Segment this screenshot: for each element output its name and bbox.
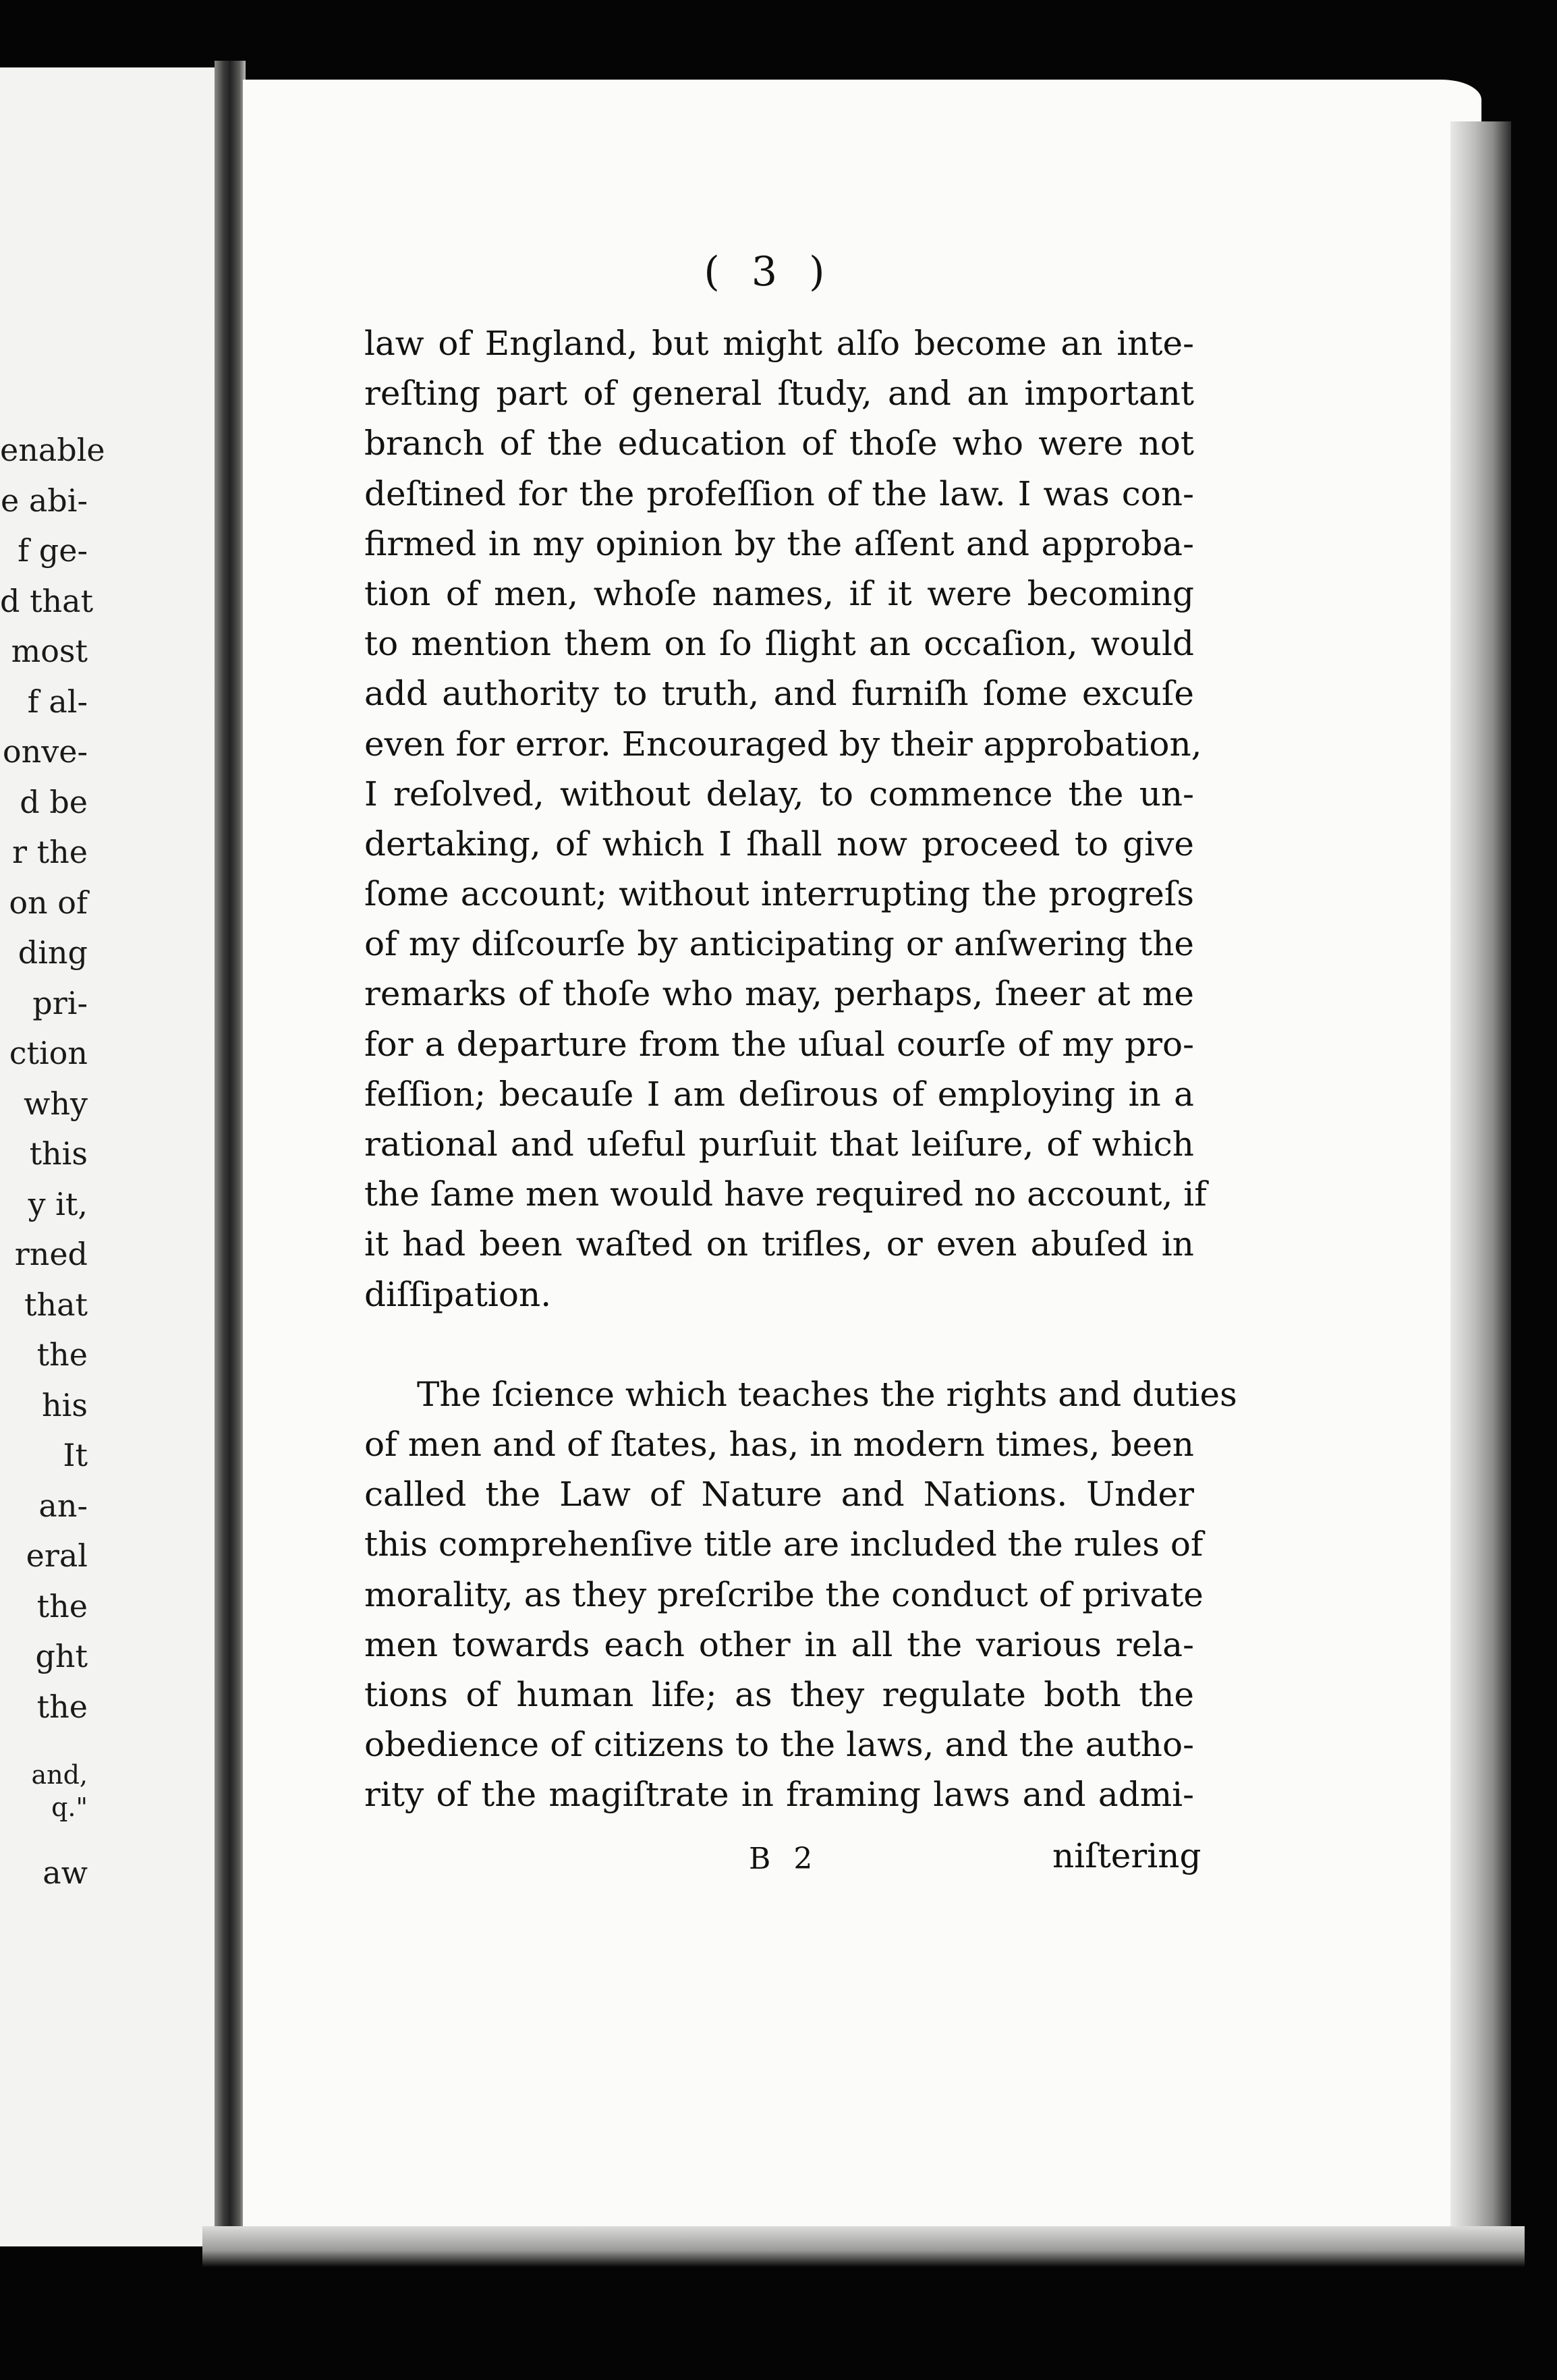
text-line: remarks of thoſe who may, perhaps, ſneer at me [364, 974, 1194, 1014]
left-margin-line: f ge- [18, 532, 88, 569]
text-line: tion of men, whoſe names, if it were becoming [364, 573, 1194, 613]
left-margin-line: ght [35, 1638, 88, 1674]
left-margin-line: enable [0, 432, 105, 468]
text-line: law of England, but might alſo become an inte- [364, 324, 1194, 363]
text-line: tions of human life; as they regulate both the [364, 1674, 1194, 1714]
left-margin-line: most [11, 633, 88, 669]
text-line: rity of the magiſtrate in framing laws and admi- [364, 1775, 1194, 1815]
page-number: ( 3 ) [704, 248, 834, 295]
text-line: even for error. Encouraged by their approbation, [364, 724, 1202, 764]
signature-mark: B 2 [749, 1842, 820, 1876]
left-margin-line: pri- [32, 984, 88, 1021]
text-line: it had been waſted on trifles, or even abuſed in [364, 1224, 1194, 1264]
left-margin-line: d be [20, 783, 88, 820]
left-margin-line: f al- [27, 683, 88, 720]
text-line: morality, as they preſcribe the conduct of private [364, 1575, 1204, 1614]
text-line: deſtined for the profeſſion of the law. I was con- [364, 474, 1194, 513]
text-line: ſome account; without interrupting the progreſs [364, 874, 1194, 914]
left-margin-line: ction [9, 1035, 88, 1071]
text-line: rational and uſeful purſuit that leiſure, of which [364, 1125, 1194, 1164]
left-margin-line: eral [26, 1537, 88, 1574]
page-bottom-edge [202, 2226, 1525, 2267]
text-line: for a departure from the uſual courſe of my pro- [364, 1024, 1194, 1064]
text-line: add authority to truth, and furniſh ſome excuſe [364, 674, 1194, 714]
left-margin-line: q." [51, 1792, 88, 1822]
text-line: diſſipation. [364, 1274, 552, 1314]
text-line: to mention them on ſo ſlight an occaſion, would [364, 624, 1194, 664]
left-margin-line: that [24, 1286, 88, 1323]
left-margin-line: y it, [28, 1185, 88, 1222]
text-line: of men and of ſtates, has, in modern times, been [364, 1424, 1194, 1464]
text-line: of my diſcourſe by anticipating or anſwering the [364, 924, 1194, 964]
left-margin-line: why [24, 1085, 88, 1122]
left-margin-line: rned [14, 1236, 88, 1272]
left-margin-line: his [42, 1386, 88, 1423]
left-margin-line: and, [31, 1760, 88, 1790]
text-line: the ſame men would have required no account, if [364, 1174, 1207, 1214]
page-edge-shadow [1450, 121, 1511, 2240]
left-margin-line: onve- [2, 733, 88, 770]
left-margin-line: r the [12, 834, 88, 870]
left-margin-line: It [63, 1437, 88, 1473]
text-line: The ſcience which teaches the rights and duties [417, 1374, 1237, 1414]
text-line: branch of the education of thoſe who were not [364, 424, 1194, 463]
catchword: niſtering [1052, 1836, 1201, 1875]
book-gutter [215, 61, 246, 2260]
left-margin-line: ding [18, 934, 88, 971]
text-line: I reſolved, without delay, to commence the un- [364, 774, 1194, 814]
left-margin-line: the [36, 1336, 88, 1373]
text-line: feſſion; becauſe I am deſirous of employing in a [364, 1074, 1194, 1114]
left-margin-line: aw [43, 1854, 88, 1891]
text-line: this comprehenſive title are included the rules of [364, 1525, 1204, 1564]
left-margin-line: on of [9, 884, 88, 921]
left-margin-line: e abi- [1, 482, 88, 519]
left-margin-line: d that [0, 582, 94, 619]
left-margin-line: an- [38, 1487, 88, 1524]
text-line: men towards each other in all the various rela- [364, 1624, 1194, 1664]
left-margin-line: the [36, 1688, 88, 1725]
text-line: dertaking, of which I ſhall now proceed to give [364, 824, 1194, 863]
left-page [0, 67, 215, 2246]
text-line: firmed in my opinion by the aſſent and approba- [364, 523, 1194, 563]
main-text-block [364, 318, 1237, 1819]
left-margin-line: this [29, 1135, 88, 1172]
text-line: called the Law of Nature and Nations. Under [364, 1475, 1194, 1514]
left-margin-line: the [36, 1587, 88, 1624]
text-line: obedience of citizens to the laws, and the autho- [364, 1725, 1194, 1765]
left-page-cropped-text [0, 425, 105, 1898]
text-line: reſting part of general ſtudy, and an important [364, 374, 1194, 414]
